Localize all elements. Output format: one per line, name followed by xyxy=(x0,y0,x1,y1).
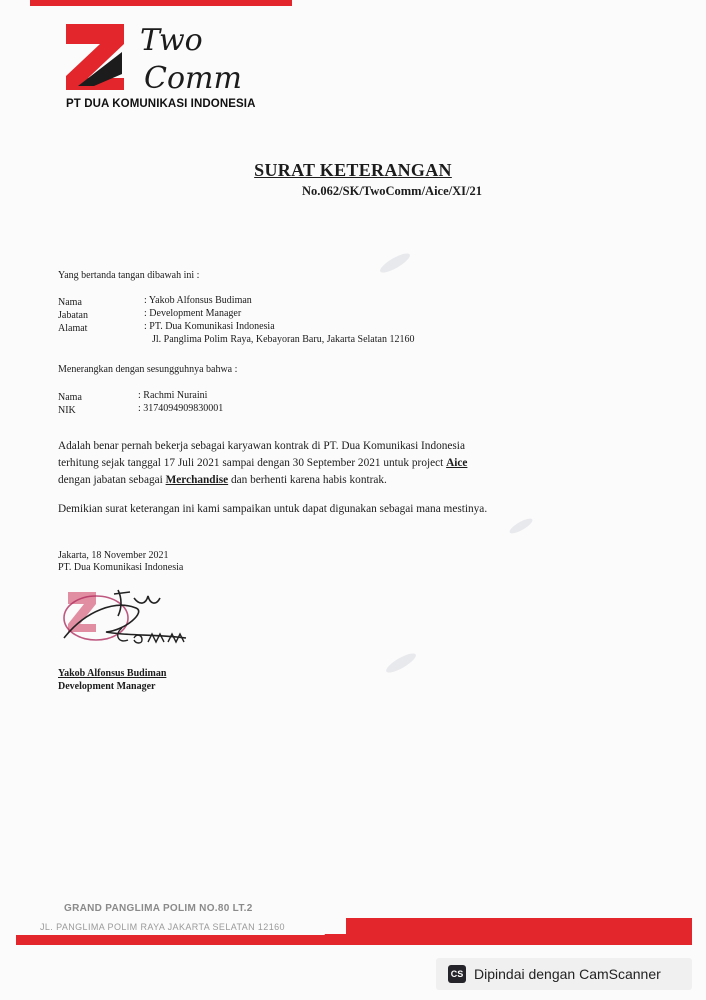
subject-name-label: Nama xyxy=(58,392,82,403)
signer-position-value: : Development Manager xyxy=(144,308,242,319)
body-paragraph-1 xyxy=(58,438,618,489)
scan-smudge xyxy=(384,650,418,676)
body-line-3-text-a: dengan jabatan sebagai xyxy=(58,474,166,486)
signature-stamp xyxy=(56,580,196,658)
document-number xyxy=(0,184,706,199)
signer-position-label: Jabatan xyxy=(58,310,88,321)
subject-name-value: : Rachmi Nuraini xyxy=(138,390,208,401)
document-title: SURAT KETERANGAN xyxy=(254,160,452,180)
camscanner-label: Dipindai dengan CamScanner xyxy=(474,966,661,982)
footer-red-band xyxy=(16,935,692,945)
project-name: Aice xyxy=(446,457,468,469)
logo-text-bottom: Comm xyxy=(144,61,242,96)
document-number-text: No.062/SK/TwoComm/Aice/XI/21 xyxy=(302,184,482,198)
subject-intro: Menerangkan dengan sesungguhnya bahwa : xyxy=(58,364,238,375)
camscanner-badge xyxy=(436,958,692,990)
signer-signature-title: Development Manager xyxy=(58,681,156,692)
signer-name-value: : Yakob Alfonsus Budiman xyxy=(144,295,252,306)
logo-text-top: Two xyxy=(140,23,203,58)
body-line-3 xyxy=(58,472,618,489)
footer-red-band-right xyxy=(350,918,692,936)
signer-signature-name: Yakob Alfonsus Budiman xyxy=(58,668,167,679)
signer-address-label: Alamat xyxy=(58,323,88,334)
place-date: Jakarta, 18 November 2021 xyxy=(58,550,169,561)
footer-address-line-2: JL. PANGLIMA POLIM RAYA JAKARTA SELATAN 12160 xyxy=(40,922,285,932)
camscanner-icon: CS xyxy=(448,965,466,983)
body-line-2 xyxy=(58,455,618,472)
signer-intro: Yang bertanda tangan dibawah ini : xyxy=(58,270,200,281)
body-paragraph-2: Demikian surat keterangan ini kami sampaikan untuk dapat digunakan sebagai mana mestinya. xyxy=(58,503,488,515)
twocomm-logo xyxy=(64,16,284,100)
footer-address-line-1: GRAND PANGLIMA POLIM NO.80 LT.2 xyxy=(64,903,253,914)
role-name: Merchandise xyxy=(165,474,229,486)
subject-nik-label: NIK xyxy=(58,405,76,416)
top-red-band xyxy=(30,0,292,6)
signer-address-value: : PT. Dua Komunikasi Indonesia xyxy=(144,321,275,332)
closing-company: PT. Dua Komunikasi Indonesia xyxy=(58,562,184,573)
company-name: PT DUA KOMUNIKASI INDONESIA xyxy=(66,98,256,110)
signer-address-value-2: Jl. Panglima Polim Raya, Kebayoran Baru, Jakarta Selatan 12160 xyxy=(152,334,415,345)
body-line-3-text-b: dan berhenti karena habis kontrak. xyxy=(228,474,387,486)
scan-smudge xyxy=(378,250,412,276)
signer-name-label: Nama xyxy=(58,297,82,308)
scan-smudge xyxy=(508,516,535,536)
body-line-1: Adalah benar pernah bekerja sebagai karyawan kontrak di PT. Dua Komunikasi Indonesia xyxy=(58,440,465,452)
subject-nik-value: : 3174094909830001 xyxy=(138,403,224,414)
body-line-2-text: terhitung sejak tanggal 17 Juli 2021 sampai dengan 30 September 2021 untuk project xyxy=(58,457,447,469)
